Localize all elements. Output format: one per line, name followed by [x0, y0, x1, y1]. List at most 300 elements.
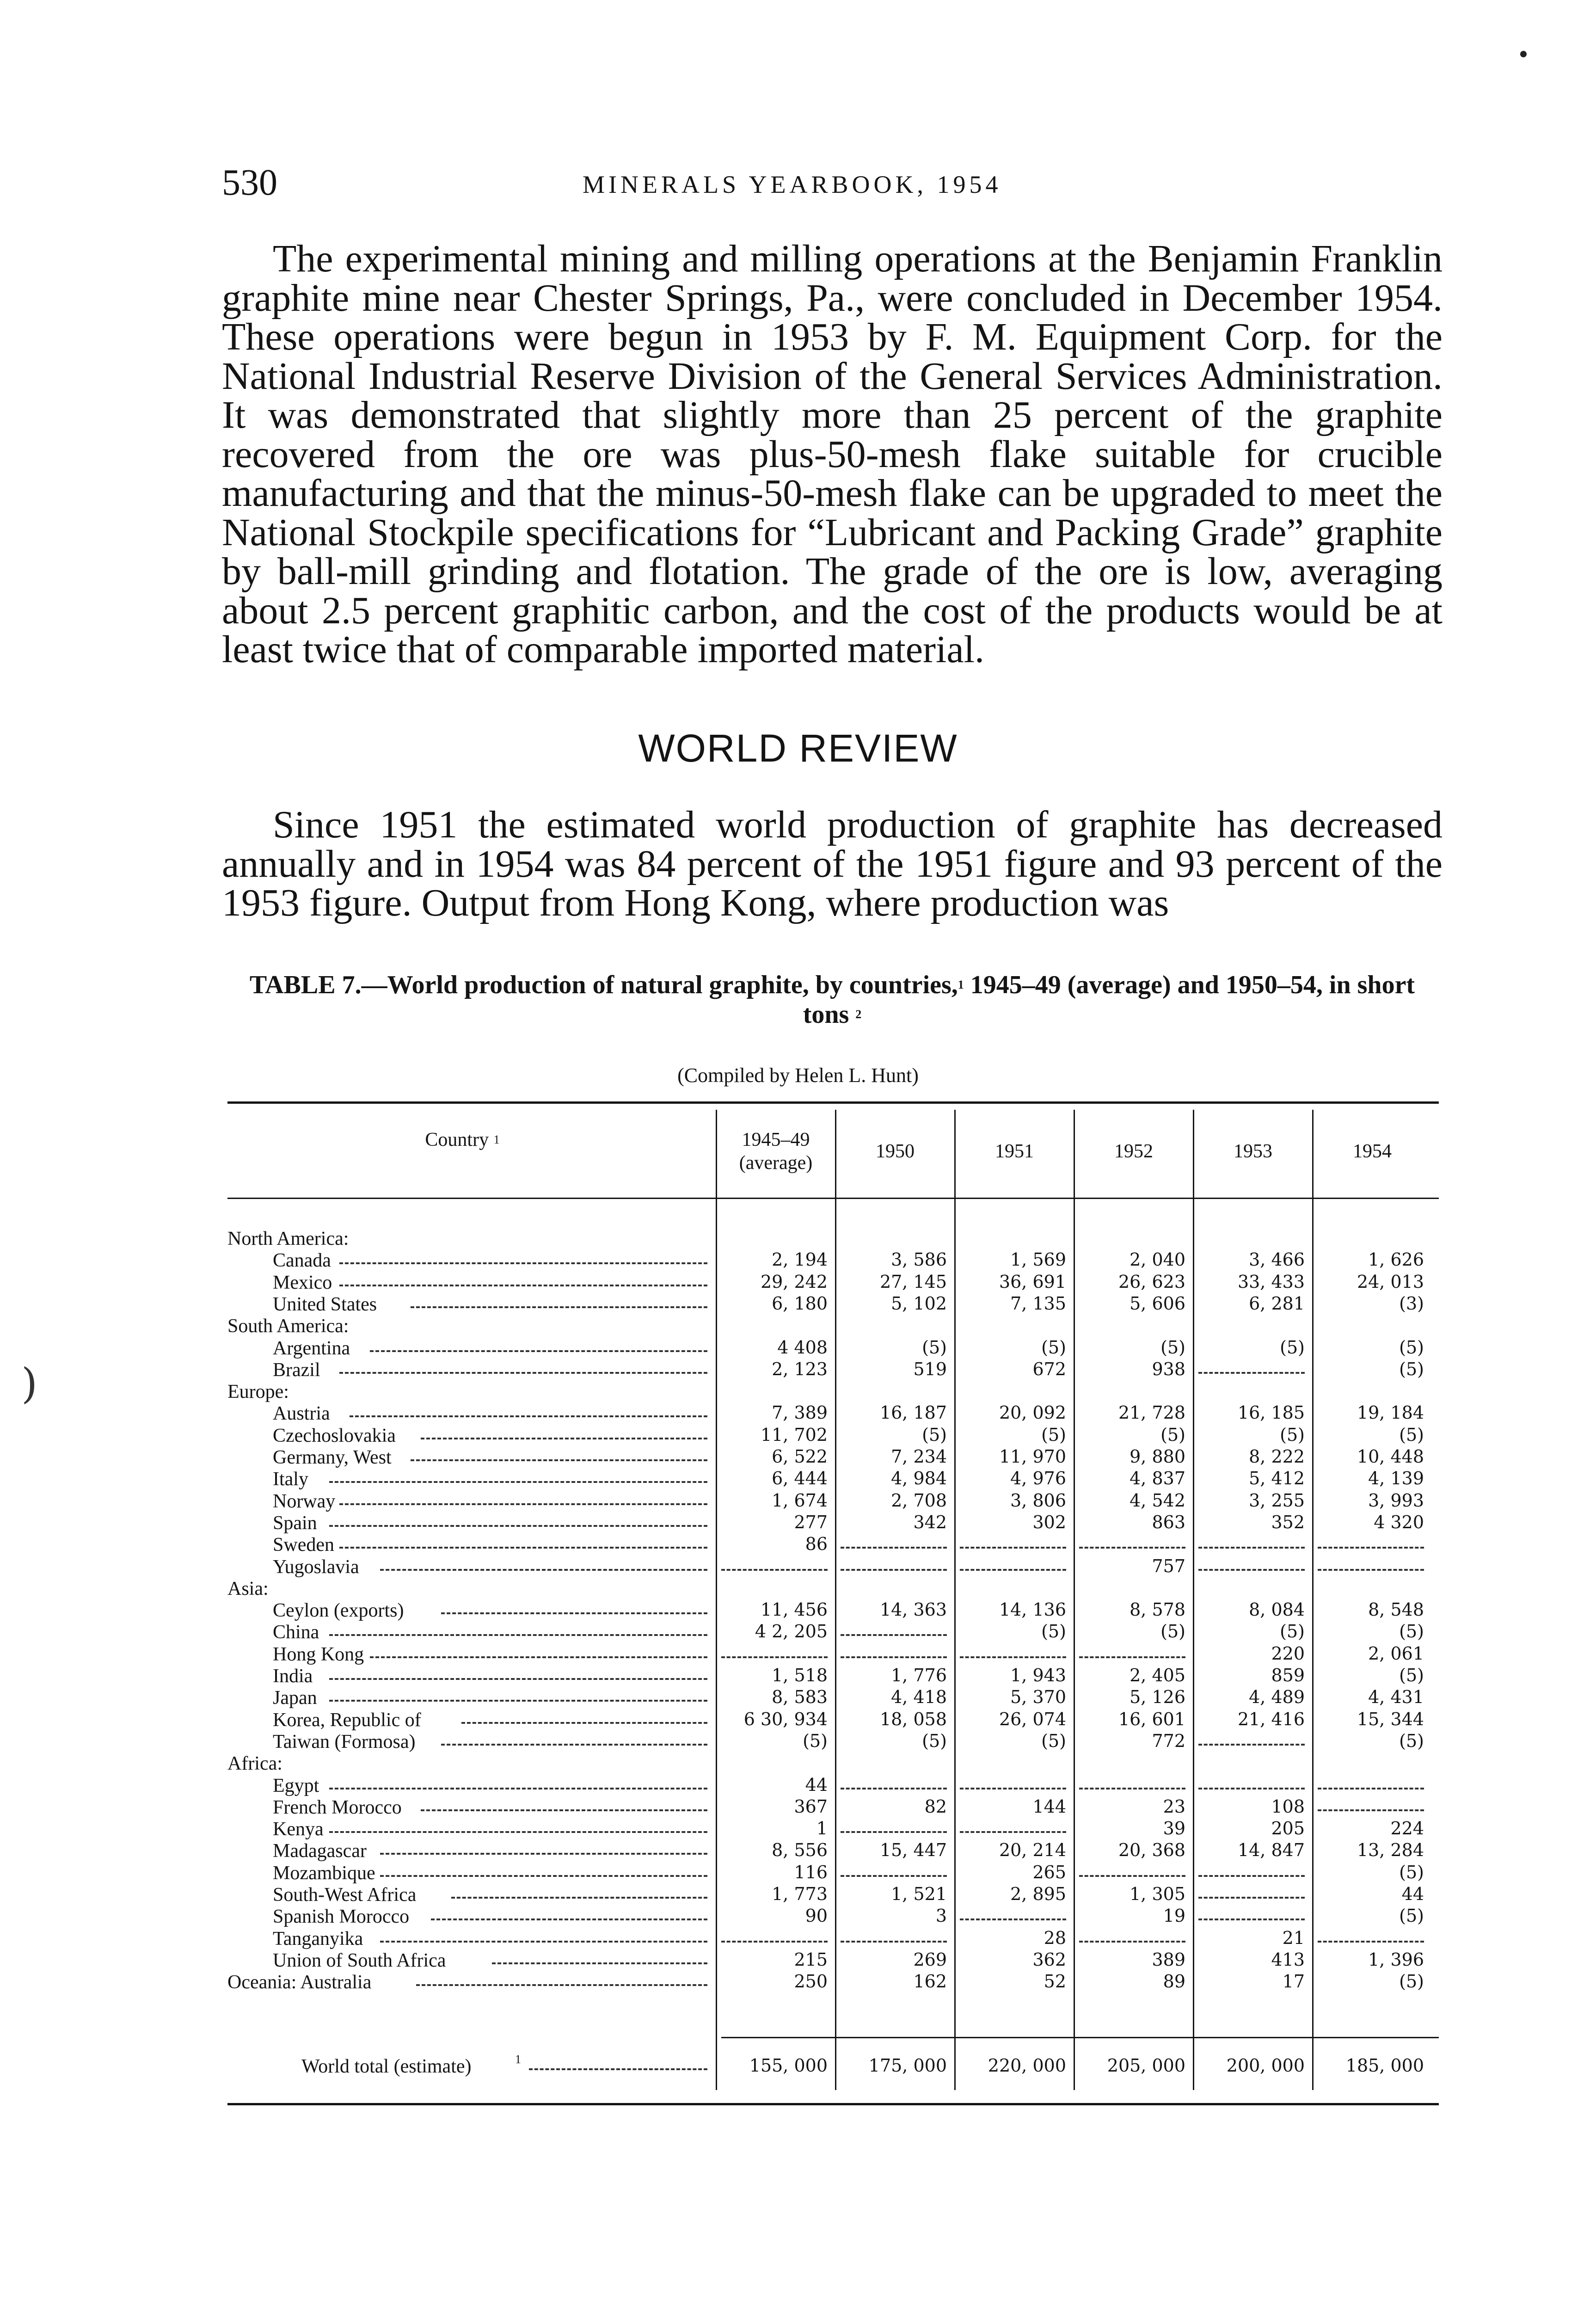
- table-cell: 8, 583: [772, 1687, 828, 1708]
- row-label: Mexico: [273, 1272, 332, 1293]
- table-cell: 8, 548: [1368, 1599, 1424, 1620]
- table-cell: 2, 040: [1129, 1249, 1185, 1270]
- table-cell: 90: [805, 1906, 828, 1926]
- table-cell: 18, 058: [879, 1709, 947, 1729]
- table-cell: (5): [1399, 1906, 1424, 1926]
- table-cell: 5, 126: [1129, 1687, 1185, 1708]
- table-cell: 11, 702: [760, 1424, 828, 1445]
- table-cell: 15, 447: [879, 1840, 947, 1861]
- table-cell: [1318, 1547, 1424, 1549]
- total-label: World total (estimate): [301, 2056, 472, 2077]
- row-label: China: [273, 1622, 319, 1643]
- table-cell: [960, 1656, 1066, 1658]
- table-cell: 1, 521: [891, 1884, 947, 1904]
- table-cell: [841, 1941, 947, 1943]
- leader-dots: [329, 1788, 707, 1789]
- leader-dots: [329, 1634, 707, 1636]
- page-number: 530: [222, 162, 277, 203]
- row-label: Spanish Morocco: [273, 1906, 410, 1928]
- table-cell: 224: [1390, 1818, 1424, 1839]
- table-cell: (5): [1399, 1665, 1424, 1685]
- table-cell: 20, 092: [999, 1402, 1066, 1423]
- section-heading: WORLD REVIEW: [638, 726, 958, 770]
- table-cell: 7, 389: [772, 1402, 828, 1423]
- leader-dots: [421, 1438, 707, 1439]
- table-cell: 265: [1032, 1862, 1066, 1882]
- table-row: [227, 1446, 1439, 1468]
- table-row: [227, 1971, 1439, 1992]
- table-cell: 1, 569: [1010, 1249, 1066, 1270]
- table-row: [227, 1402, 1439, 1424]
- table-cell: 21: [1282, 1927, 1305, 1948]
- row-label: Austria: [273, 1403, 330, 1425]
- table-cell: 108: [1271, 1796, 1305, 1817]
- table-cell: 116: [794, 1862, 828, 1882]
- table-row: [227, 1359, 1439, 1380]
- table-cell: 6, 522: [772, 1446, 828, 1467]
- table-cell: [841, 1831, 947, 1833]
- table-cell: 36, 691: [999, 1271, 1066, 1292]
- table-cell: 7, 234: [891, 1446, 947, 1467]
- table-cell: 342: [913, 1512, 947, 1532]
- leader-dots: [339, 1503, 707, 1505]
- table-cell: 859: [1271, 1665, 1305, 1685]
- column-header-1951: 1951: [995, 1141, 1034, 1162]
- row-label: Ceylon (exports): [273, 1600, 404, 1622]
- table-row: [227, 1512, 1439, 1533]
- table-cell: 21, 416: [1237, 1709, 1305, 1729]
- table-cell: [1198, 1744, 1305, 1746]
- table-cell: 14, 136: [999, 1599, 1066, 1620]
- table-cell: (5): [1041, 1621, 1066, 1642]
- leader-dots: [370, 1350, 707, 1352]
- table-cell: 6, 180: [772, 1293, 828, 1314]
- row-label: Canada: [273, 1250, 331, 1272]
- table-cell: 5, 412: [1249, 1468, 1305, 1489]
- row-label: India: [273, 1666, 313, 1687]
- leader-dots: [411, 1306, 707, 1308]
- table-row: [227, 1884, 1439, 1905]
- table-cell: 20, 368: [1118, 1840, 1185, 1861]
- row-label: Argentina: [273, 1337, 350, 1359]
- leader-dots: [380, 1941, 707, 1943]
- table-cell: 26, 623: [1118, 1271, 1185, 1292]
- row-label: Japan: [273, 1687, 317, 1709]
- table-cell: 413: [1271, 1949, 1305, 1970]
- table-cell: [1198, 1547, 1305, 1549]
- table-cell: 86: [805, 1534, 828, 1555]
- row-label: Tanganyika: [273, 1928, 363, 1949]
- caption-text-2: 1945–49 (average) and 1950–54, in short tons: [803, 971, 1415, 1029]
- paragraph-text: Since 1951 the estimated world production of graphite has decreased annually and in 1954 was 84 percent of the 1951 figure and 93 percent of the 1953 figure. Output from Hong Kong, where production was: [222, 803, 1443, 924]
- table-row: [227, 1249, 1439, 1271]
- table-total-cell: 205, 000: [1107, 2055, 1185, 2076]
- table-cell: (5): [1399, 1971, 1424, 1992]
- leader-dots: [380, 1875, 707, 1877]
- table-cell: [1198, 1897, 1305, 1899]
- table-cell: 3, 806: [1010, 1490, 1066, 1511]
- table-cell: 4, 542: [1129, 1490, 1185, 1511]
- table-row: [227, 1425, 1439, 1446]
- table-group-row: [227, 1578, 1439, 1599]
- table-cell: [841, 1875, 947, 1877]
- table-row: [227, 1949, 1439, 1971]
- table-row: [227, 1796, 1439, 1818]
- table-cell: 220: [1271, 1643, 1305, 1664]
- table-cell: 938: [1152, 1359, 1185, 1379]
- table-cell: [960, 1547, 1066, 1549]
- table-cell: 44: [1401, 1884, 1424, 1904]
- table-cell: 6 30, 934: [743, 1709, 828, 1729]
- table-row: [227, 1556, 1439, 1577]
- table-cell: 863: [1152, 1512, 1185, 1532]
- table-cell: [721, 1569, 828, 1571]
- table-cell: [1318, 1569, 1424, 1571]
- row-label: Africa:: [227, 1753, 282, 1775]
- table-cell: 269: [913, 1949, 947, 1970]
- table-cell: 8, 556: [772, 1840, 828, 1861]
- table-cell: 1: [816, 1818, 828, 1839]
- leader-dots: [431, 1918, 707, 1920]
- table-cell: 4, 837: [1129, 1468, 1185, 1489]
- table-cell: 16, 185: [1237, 1402, 1305, 1423]
- table-cell: 8, 578: [1129, 1599, 1185, 1620]
- table-cell: 1, 305: [1129, 1884, 1185, 1904]
- table-cell: 2, 123: [772, 1359, 828, 1379]
- table-total-row: [227, 2055, 1439, 2077]
- table-cell: (5): [1041, 1730, 1066, 1751]
- table-cell: [1079, 1547, 1185, 1549]
- table-total-cell: 185, 000: [1345, 2055, 1424, 2076]
- table-cell: 5, 102: [891, 1293, 947, 1314]
- table-cell: 6, 281: [1249, 1293, 1305, 1314]
- table-row: [227, 1643, 1439, 1665]
- table-cell: [960, 1569, 1066, 1571]
- table-number: TABLE 7.: [249, 971, 362, 999]
- table-row: [227, 1906, 1439, 1927]
- table-cell: [1318, 1941, 1424, 1943]
- page-header: [222, 162, 1452, 213]
- table-cell: (5): [1041, 1424, 1066, 1445]
- table-cell: 44: [805, 1774, 828, 1795]
- table-cell: 2, 194: [772, 1249, 828, 1270]
- row-label: Czechoslovakia: [273, 1425, 396, 1446]
- leader-dots: [416, 1984, 707, 1986]
- table-cell: 4 320: [1374, 1512, 1424, 1532]
- table-row: [227, 1862, 1439, 1883]
- table-cell: 33, 433: [1237, 1271, 1305, 1292]
- table-cell: [960, 1788, 1066, 1789]
- paragraph-text: The experimental mining and milling operations at the Benjamin Franklin graphite mine near Chester Springs, Pa., were concluded in December 1954. These operations were begun in 1953 by F. M. Equipment Corp. for the National Industrial Reserve Division of the General Services Administration. It was demonstrated that slightly more than 25 percent of the graphite recovered from the ore was plus-50-mesh flake suitable for crucible manufacturing and that the minus-50-mesh flake can be upgraded to meet the National Stockpile specifications for “Lubricant and Packing Grade” graphite by ball-mill grinding and flotation. The grade of the ore is low, averaging about 2.5 percent graphitic carbon, and the cost of the products would be at least twice that of comparable imported material.: [222, 237, 1443, 671]
- table-row: [227, 1621, 1439, 1642]
- table-cell: 26, 074: [999, 1709, 1066, 1729]
- table-cell: 2, 405: [1129, 1665, 1185, 1685]
- table-cell: 162: [913, 1971, 947, 1992]
- table-cell: 24, 013: [1357, 1271, 1424, 1292]
- footnote-ref: 1: [515, 2053, 521, 2066]
- table-cell: [841, 1547, 947, 1549]
- leader-dots: [441, 1612, 707, 1614]
- table-total-cell: 200, 000: [1226, 2055, 1305, 2076]
- leader-dots: [380, 1853, 707, 1855]
- table-cell: 2, 895: [1010, 1884, 1066, 1904]
- leader-dots: [339, 1262, 707, 1264]
- table-cell: 89: [1163, 1971, 1185, 1992]
- row-label: Asia:: [227, 1578, 269, 1599]
- table-cell: (5): [1399, 1730, 1424, 1751]
- table-cell: (5): [1041, 1337, 1066, 1358]
- page-speck: [1520, 51, 1527, 57]
- table-cell: (5): [1280, 1337, 1305, 1358]
- leader-dots: [370, 1656, 707, 1658]
- table-cell: [960, 1918, 1066, 1920]
- table-cell: 1, 626: [1368, 1249, 1424, 1270]
- table-cell: 8, 222: [1249, 1446, 1305, 1467]
- table-cell: 10, 448: [1357, 1446, 1424, 1467]
- table-row: [227, 1665, 1439, 1686]
- table-cell: (5): [1160, 1337, 1185, 1358]
- table-total-cell: 175, 000: [868, 2055, 947, 2076]
- table-cell: 277: [794, 1512, 828, 1532]
- column-header-1953: 1953: [1234, 1141, 1272, 1162]
- table-cell: 352: [1271, 1512, 1305, 1532]
- table-row: [227, 1687, 1439, 1708]
- leader-dots: [441, 1744, 707, 1746]
- table-cell: 23: [1163, 1796, 1185, 1817]
- table-cell: 144: [1032, 1796, 1066, 1817]
- table-cell: [841, 1634, 947, 1636]
- column-header-1952: 1952: [1114, 1141, 1153, 1162]
- row-label: Taiwan (Formosa): [273, 1731, 416, 1752]
- table-cell: 27, 145: [879, 1271, 947, 1292]
- table-cell: 3, 586: [891, 1249, 947, 1270]
- table-total-rule: [721, 2037, 1439, 2038]
- table-cell: [1198, 1875, 1305, 1877]
- table-cell: [841, 1788, 947, 1789]
- leader-dots: [529, 2068, 707, 2070]
- column-header-label: Country: [425, 1129, 489, 1150]
- table-cell: 11, 970: [999, 1446, 1066, 1467]
- table-cell: 4, 984: [891, 1468, 947, 1489]
- table-cell: 1, 773: [772, 1884, 828, 1904]
- table-total-cell: 155, 000: [749, 2055, 828, 2076]
- table-cell: [721, 1656, 828, 1658]
- table-cell: 5, 606: [1129, 1293, 1185, 1314]
- table-cell: [960, 1831, 1066, 1833]
- table-cell: (5): [803, 1730, 828, 1751]
- table-cell: 11, 456: [760, 1599, 828, 1620]
- leader-dots: [421, 1809, 707, 1811]
- table-row: [227, 1840, 1439, 1861]
- table-row: [227, 1928, 1439, 1949]
- leader-dots: [411, 1459, 707, 1461]
- table-cell: (5): [1160, 1621, 1185, 1642]
- table-cell: 3, 466: [1249, 1249, 1305, 1270]
- table-cell: 5, 370: [1010, 1687, 1066, 1708]
- row-label: Mozambique: [273, 1862, 375, 1884]
- row-label: Union of South Africa: [273, 1949, 446, 1971]
- running-title: MINERALS YEARBOOK, 1954: [583, 171, 1002, 198]
- row-label: Korea, Republic of: [273, 1709, 421, 1731]
- table-cell: 1, 674: [772, 1490, 828, 1511]
- table-cell: [1198, 1372, 1305, 1374]
- table-cell: 9, 880: [1129, 1446, 1185, 1467]
- table-caption: [227, 970, 1438, 1029]
- table-group-row: [227, 1381, 1439, 1402]
- table-cell: 29, 242: [760, 1271, 828, 1292]
- row-label: Madagascar: [273, 1840, 367, 1862]
- margin-bracket-mark: ): [21, 1359, 38, 1408]
- leader-dots: [329, 1525, 707, 1527]
- column-header-line: 1945–49: [742, 1129, 810, 1150]
- table-cell: 3, 993: [1368, 1490, 1424, 1511]
- table-header-rule: [227, 1198, 1439, 1199]
- leader-dots: [350, 1415, 707, 1417]
- row-label: Norway: [273, 1490, 336, 1512]
- table-row: [227, 1337, 1439, 1359]
- leader-dots: [380, 1569, 707, 1571]
- table-cell: 19, 184: [1357, 1402, 1424, 1423]
- leader-dots: [329, 1678, 707, 1680]
- table-cell: 757: [1152, 1556, 1185, 1576]
- row-label: Europe:: [227, 1381, 289, 1403]
- table-cell: 20, 214: [999, 1840, 1066, 1861]
- table-cell: 519: [913, 1359, 947, 1379]
- table-cell: [1079, 1941, 1185, 1943]
- table-row: [227, 1490, 1439, 1512]
- table-row: [227, 1599, 1439, 1621]
- table-cell: 1, 396: [1368, 1949, 1424, 1970]
- table-cell: (5): [922, 1337, 947, 1358]
- table-cell: 3, 255: [1249, 1490, 1305, 1511]
- table-cell: 2, 061: [1368, 1643, 1424, 1664]
- table-cell: 14, 363: [879, 1599, 947, 1620]
- table-row: [227, 1272, 1439, 1293]
- leader-dots: [461, 1722, 707, 1724]
- table-cell: 19: [1163, 1906, 1185, 1926]
- leader-dots: [492, 1962, 707, 1964]
- row-label: South America:: [227, 1316, 349, 1337]
- table-cell: [841, 1656, 947, 1658]
- table-cell: 28: [1044, 1927, 1066, 1948]
- table-cell: (5): [922, 1424, 947, 1445]
- table-total-cell: 220, 000: [988, 2055, 1066, 2076]
- table-row: [227, 1709, 1439, 1730]
- table-cell: 367: [794, 1796, 828, 1817]
- table-cell: 7, 135: [1010, 1293, 1066, 1314]
- table-cell: 672: [1032, 1359, 1066, 1379]
- row-label: French Morocco: [273, 1796, 402, 1818]
- table-cell: (5): [1399, 1621, 1424, 1642]
- footnote-ref: 1: [493, 1133, 500, 1146]
- column-header-1954: 1954: [1353, 1141, 1392, 1162]
- table-cell: 302: [1032, 1512, 1066, 1532]
- leader-dots: [339, 1285, 707, 1286]
- table-cell: 8, 084: [1249, 1599, 1305, 1620]
- table-cell: [721, 1941, 828, 1943]
- table-cell: 362: [1032, 1949, 1066, 1970]
- table-cell: 15, 344: [1357, 1709, 1424, 1729]
- leader-dots: [451, 1897, 707, 1899]
- paragraph-benjamin-franklin-mine: [222, 237, 1443, 671]
- table-row: [227, 1468, 1439, 1489]
- table-cell: 16, 187: [879, 1402, 947, 1423]
- table-row: [227, 1731, 1439, 1752]
- table-cell: 13, 284: [1357, 1840, 1424, 1861]
- compiled-by: (Compiled by Helen L. Hunt): [677, 1064, 919, 1087]
- table-cell: (5): [1160, 1424, 1185, 1445]
- row-label: Sweden: [273, 1534, 334, 1556]
- table-cell: (3): [1399, 1293, 1424, 1314]
- table-row: [227, 1775, 1439, 1796]
- row-label: United States: [273, 1293, 377, 1315]
- table-cell: [1318, 1809, 1424, 1811]
- leader-dots: [339, 1547, 707, 1549]
- table-cell: 2, 708: [891, 1490, 947, 1511]
- table-cell: (5): [1399, 1337, 1424, 1358]
- table-group-row: [227, 1752, 1439, 1774]
- column-header-line: (average): [739, 1152, 813, 1174]
- table-cell: [1198, 1918, 1305, 1920]
- table-cell: 772: [1152, 1730, 1185, 1751]
- table-group-row: [227, 1228, 1439, 1249]
- table-cell: [1318, 1788, 1424, 1789]
- row-label: Yugoslavia: [273, 1556, 359, 1578]
- table-cell: 39: [1163, 1818, 1185, 1839]
- paragraph-world-production: [222, 803, 1443, 924]
- table-cell: 4, 976: [1010, 1468, 1066, 1489]
- table-cell: 215: [794, 1949, 828, 1970]
- table-cell: 82: [924, 1796, 947, 1817]
- table-cell: 250: [794, 1971, 828, 1992]
- row-label: Oceania: Australia: [227, 1972, 372, 1993]
- table-cell: 16, 601: [1118, 1709, 1185, 1729]
- leader-dots: [339, 1372, 707, 1374]
- table-cell: [1079, 1788, 1185, 1789]
- table-cell: [1079, 1875, 1185, 1877]
- table-cell: (5): [1399, 1424, 1424, 1445]
- table-cell: [1198, 1569, 1305, 1571]
- row-label: Germany, West: [273, 1447, 392, 1468]
- table-cell: (5): [1280, 1424, 1305, 1445]
- leader-dots: [329, 1831, 707, 1833]
- column-header-1950: 1950: [876, 1141, 915, 1162]
- table-cell: 17: [1282, 1971, 1305, 1992]
- table-cell: 14, 847: [1237, 1840, 1305, 1861]
- row-label: North America:: [227, 1228, 349, 1249]
- row-label: Kenya: [273, 1819, 324, 1840]
- table-row: [227, 1818, 1439, 1839]
- table-cell: [1198, 1788, 1305, 1789]
- table-cell: 4, 418: [891, 1687, 947, 1708]
- table-cell: (5): [1399, 1359, 1424, 1379]
- leader-dots: [329, 1700, 707, 1702]
- table-cell: [1079, 1656, 1185, 1658]
- column-header-country: [324, 1128, 601, 1151]
- table-cell: 4, 431: [1368, 1687, 1424, 1708]
- table-cell: 1, 518: [772, 1665, 828, 1685]
- table-group-row: [227, 1315, 1439, 1336]
- table-cell: 1, 776: [891, 1665, 947, 1685]
- leader-dots: [329, 1481, 707, 1483]
- table-cell: 21, 728: [1118, 1402, 1185, 1423]
- row-label: South-West Africa: [273, 1884, 417, 1906]
- row-label: Egypt: [273, 1775, 319, 1796]
- caption-footnote-ref: 2: [855, 1008, 862, 1021]
- table-cell: 3: [935, 1906, 947, 1926]
- table-bottom-rule: [227, 2103, 1439, 2105]
- table-cell: (5): [922, 1730, 947, 1751]
